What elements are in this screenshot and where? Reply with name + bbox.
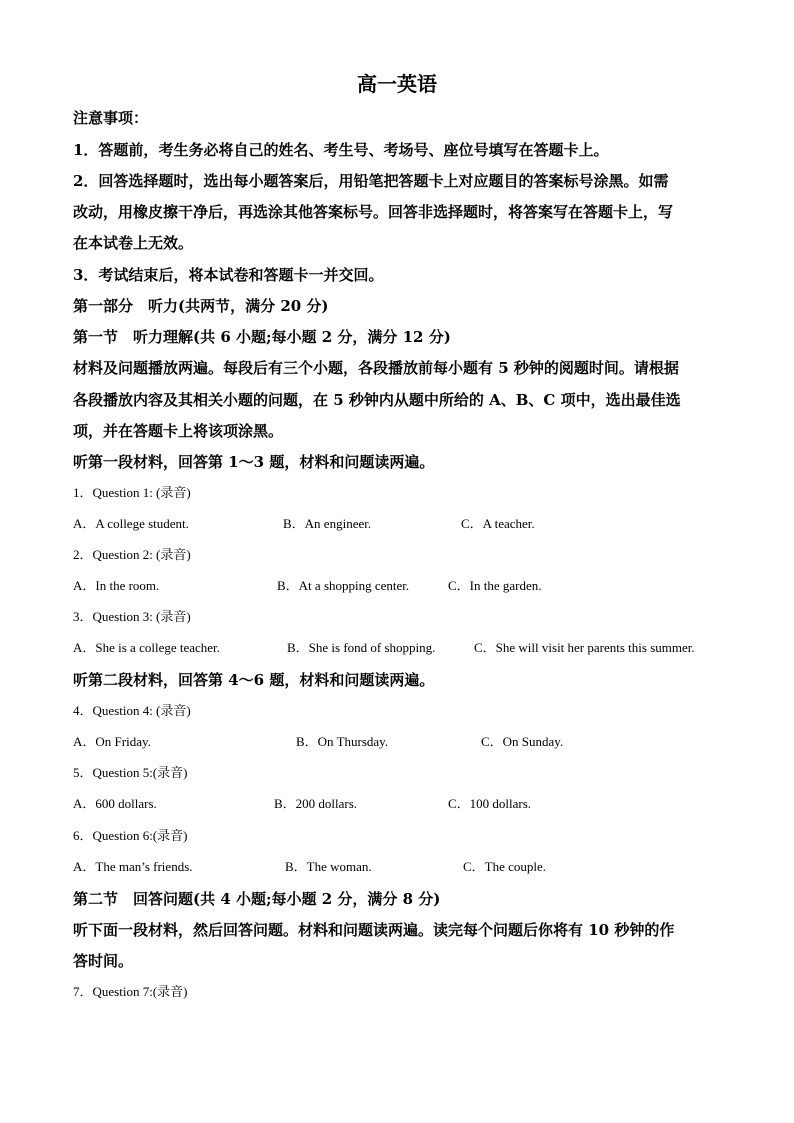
note-1: 1．答题前，考生务必将自己的姓名、考生号、考场号、座位号填写在答题卡上。 (73, 141, 609, 159)
question-5-option-c: C．100 dollars. (448, 796, 532, 811)
question-4-option-c: C．On Sunday. (481, 734, 564, 749)
page-title: 高一英语 (357, 72, 437, 96)
note-2-line-2: 改动，用橡皮擦干净后，再选涂其他答案标号。回答非选择题时，将答案写在答题卡上，写 (73, 203, 674, 221)
question-6-option-b: B．The woman. (285, 859, 372, 874)
question-4: 4．Question 4: (录音) (73, 703, 191, 718)
section1-heading: 第一节 听力理解(共 6 小题;每小题 2 分，满分 12 分) (73, 328, 451, 346)
note-3: 3．考试结束后，将本试卷和答题卡一并交回。 (73, 266, 384, 284)
question-2-option-c: C．In the garden. (448, 578, 542, 593)
section1-instructions-line-1: 材料及问题播放两遍。每段后有三个小题，各段播放前每小题有 5 秒钟的阅题时间。请根据 (73, 359, 679, 377)
note-2-line-3: 在本试卷上无效。 (73, 234, 194, 252)
section2-heading: 第二节 回答问题(共 4 小题;每小题 2 分，满分 8 分) (73, 890, 441, 908)
section1-instructions-line-3: 项，并在答题卡上将该项涂黑。 (73, 422, 284, 440)
question-6-option-a: A．The man’s friends. (73, 859, 193, 874)
question-7: 7．Question 7:(录音) (73, 984, 188, 999)
section2-instructions-line-2: 答时间。 (73, 952, 134, 970)
question-5-option-b: B．200 dollars. (274, 796, 358, 811)
question-1-option-b: B．An engineer. (283, 516, 372, 531)
section2-instructions-line-1: 听下面一段材料，然后回答问题。材料和问题读两遍。读完每个问题后你将有 10 秒钟的作 (73, 921, 675, 939)
question-2-option-a: A．In the room. (73, 578, 160, 593)
question-1: 1．Question 1: (录音) (73, 485, 191, 500)
question-6-option-c: C．The couple. (463, 859, 547, 874)
question-1-option-a: A．A college student. (73, 516, 189, 531)
question-3-option-b: B．She is fond of shopping. (287, 640, 436, 655)
question-4-option-a: A．On Friday. (73, 734, 151, 749)
question-5-option-a: A．600 dollars. (73, 796, 157, 811)
note-2-line-1: 2．回答选择题时，选出每小题答案后，用铅笔把答题卡上对应题目的答案标号涂黑。如需 (73, 172, 669, 190)
question-2-option-b: B．At a shopping center. (277, 578, 410, 593)
question-2: 2．Question 2: (录音) (73, 547, 191, 562)
question-3: 3．Question 3: (录音) (73, 609, 191, 624)
segment-1-instruction: 听第一段材料，回答第 1～3 题，材料和问题读两遍。 (73, 453, 435, 471)
question-4-option-b: B．On Thursday. (296, 734, 389, 749)
notes-heading: 注意事项： (73, 109, 149, 127)
part1-heading: 第一部分 听力(共两节，满分 20 分) (73, 297, 329, 315)
question-3-option-c: C．She will visit her parents this summer. (474, 640, 695, 655)
question-5: 5．Question 5:(录音) (73, 765, 188, 780)
question-6: 6．Question 6:(录音) (73, 828, 188, 843)
segment-2-instruction: 听第二段材料，回答第 4～6 题，材料和问题读两遍。 (73, 671, 435, 689)
question-3-option-a: A．She is a college teacher. (73, 640, 220, 655)
section1-instructions-line-2: 各段播放内容及其相关小题的问题，在 5 秒钟内从题中所给的 A、B、C 项中，选出最佳选 (73, 391, 681, 409)
question-1-option-c: C．A teacher. (461, 516, 535, 531)
